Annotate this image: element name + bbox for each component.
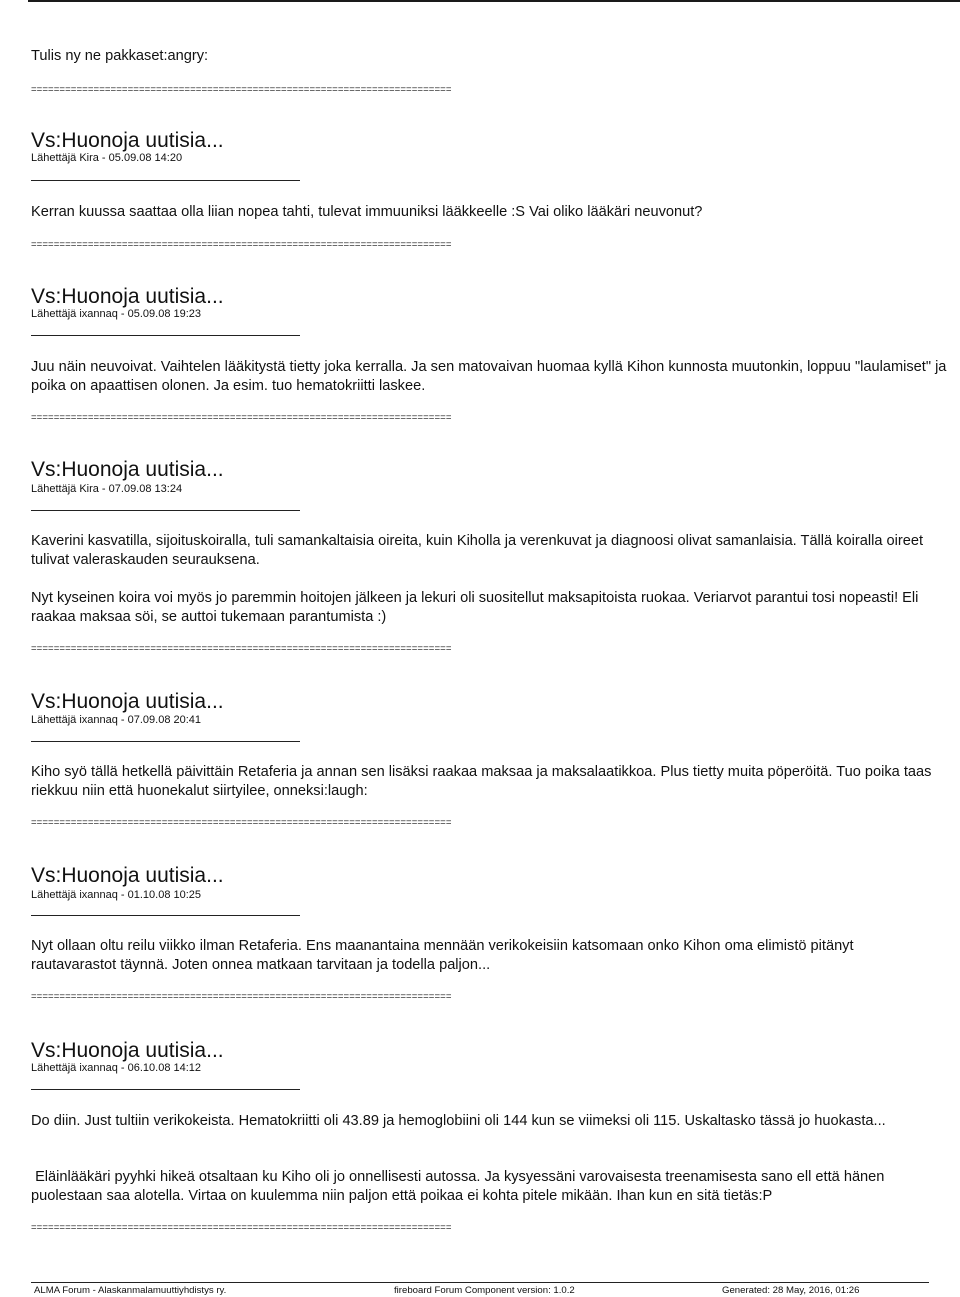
post-meta: Lähettäjä ixannaq - 01.10.08 10:25 <box>31 889 202 901</box>
footer-site-name: ALMA Forum - Alaskanmalamuuttiyhdistys ry. <box>34 1285 227 1296</box>
separator: ========================================================================== <box>31 412 452 423</box>
separator: ========================================================================== <box>31 643 452 654</box>
intro-text: Tulis ny ne pakkaset:angry: <box>31 48 209 64</box>
post-title: Vs:Huonoja uutisia... <box>31 1039 224 1062</box>
forum-thread <box>31 0 960 1297</box>
post-meta-rule <box>31 741 300 742</box>
post-meta-rule <box>31 180 300 181</box>
post-meta: Lähettäjä ixannaq - 07.09.08 20:41 <box>31 714 202 726</box>
post-paragraph: Kiho syö tällä hetkellä päivittäin Retaferia ja annan sen lisäksi raakaa maksaa ja maksalaatikkoa. Plus tietty muita pöperöitä. Tuo poika taas riekkuu niin että huonekalut siirtyilee, onneksi:laugh: <box>31 764 932 799</box>
post-paragraph: Kaverini kasvatilla, sijoituskoiralla, tuli samankaltaisia oireita, kuin Kiholla ja verenkuvat ja diagnoosi olivat samanlaisia. Tällä koiralla oireet tulivat valeraskauden seurauksena. <box>31 533 924 568</box>
post-meta-rule <box>31 510 300 511</box>
separator: ========================================================================== <box>31 239 452 250</box>
post-paragraph: Nyt ollaan oltu reilu viikko ilman Retaferia. Ens maanantaina mennään verikokeisiin katsomaan onko Kihon oma elimistö pitänyt rautavarastot täynnä. Joten onnea matkaan tarvitaan ja todella paljon... <box>31 938 854 973</box>
post-meta-rule <box>31 915 300 916</box>
post-title: Vs:Huonoja uutisia... <box>31 690 224 713</box>
footer-generated-date: Generated: 28 May, 2016, 01:26 <box>722 1285 860 1296</box>
post-paragraph: Do diin. Just tultiin verikokeista. Hematokriitti oli 43.89 ja hemoglobiini oli 144 kun se viimeksi oli 115. Uskaltasko tässä jo huokasta... <box>31 1113 886 1129</box>
post-title: Vs:Huonoja uutisia... <box>31 285 224 308</box>
post-meta: Lähettäjä Kira - 07.09.08 13:24 <box>31 483 183 495</box>
separator: ========================================================================== <box>31 817 452 828</box>
footer-component-version: fireboard Forum Component version: 1.0.2 <box>394 1285 575 1296</box>
separator: ========================================================================== <box>31 84 452 95</box>
post-meta: Lähettäjä ixannaq - 06.10.08 14:12 <box>31 1062 202 1074</box>
separator: ========================================================================== <box>31 991 452 1002</box>
post-paragraph: Kerran kuussa saattaa olla liian nopea tahti, tulevat immuuniksi lääkkeelle :S Vai oliko lääkäri neuvonut? <box>31 204 703 220</box>
post-meta-rule <box>31 1089 300 1090</box>
post-meta: Lähettäjä ixannaq - 05.09.08 19:23 <box>31 308 202 320</box>
post-title: Vs:Huonoja uutisia... <box>31 458 224 481</box>
post-meta: Lähettäjä Kira - 05.09.08 14:20 <box>31 152 183 164</box>
post-paragraph: Nyt kyseinen koira voi myös jo paremmin hoitojen jälkeen ja lekuri oli suositellut maksapitoista ruokaa. Veriarvot parantui tosi nopeasti! Eli raakaa maksaa söi, se auttoi tukemaan parantumista :) <box>31 590 919 625</box>
post-paragraph: Eläinlääkäri pyyhki hikeä otsaltaan ku Kiho oli jo onnellisesti autossa. Ja kysyessäni varovaisesta treenamisesta sano ell että hänen puolestaan saa alotella. Virtaa on kuulemma niin paljon että poikaa ei kohta pitele mikään. Ihan kun en sitä tietäs:P <box>31 1169 889 1204</box>
post-meta-rule <box>31 335 300 336</box>
post-paragraph: Juu näin neuvoivat. Vaihtelen lääkitystä tietty joka kerralla. Ja sen matovaivan huomaa kyllä Kihon kunnosta muutonkin, loppuu "laulamiset" ja poika on apaattisen olonen. Ja esim. tuo hematokriitti laskee. <box>31 359 947 394</box>
footer-rule <box>31 1282 929 1283</box>
post-title: Vs:Huonoja uutisia... <box>31 129 224 152</box>
separator: ========================================================================== <box>31 1222 452 1233</box>
post-title: Vs:Huonoja uutisia... <box>31 864 224 887</box>
